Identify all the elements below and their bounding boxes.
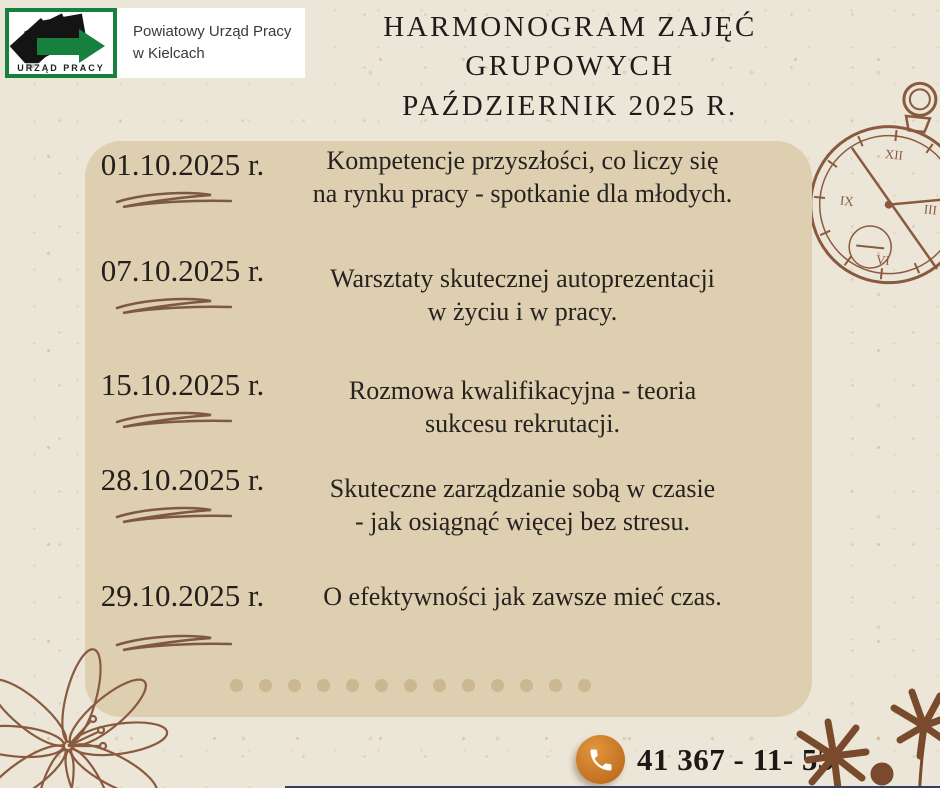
entry-date-column [85, 367, 280, 431]
svg-text:III: III [923, 201, 938, 218]
page-title [330, 8, 810, 126]
logo-emblem-label: URZĄD PRACY [9, 63, 113, 73]
page-title-line2: GRUPOWYCH [465, 50, 675, 83]
entry-description-line2: na rynku pracy - spotkanie dla młodych. [312, 179, 733, 208]
dot [230, 679, 243, 692]
dot [259, 679, 272, 692]
schedule-card [85, 141, 812, 717]
dot [404, 679, 417, 692]
underline-squiggle-icon [111, 502, 236, 526]
logo-bar [5, 8, 305, 78]
underline-squiggle-icon [111, 187, 236, 211]
svg-text:IX: IX [839, 192, 855, 209]
page-title-line3: PAŹDZIERNIK 2025 R. [402, 89, 738, 122]
entry-date-column [85, 253, 280, 317]
dot [549, 679, 562, 692]
entry-date: 15.10.2025 r. [100, 367, 265, 402]
organization-name-line2: w Kielcach [133, 45, 205, 62]
organization-name [133, 21, 291, 65]
flower-sketch-icon [754, 656, 940, 788]
entry-description-line1: Kompetencje przyszłości, co liczy się [326, 146, 719, 175]
entry-description-line1: Rozmowa kwalifikacyjna - teoria [348, 376, 697, 405]
schedule-entry [85, 147, 812, 247]
dot [288, 679, 301, 692]
urzad-pracy-logo-icon [5, 8, 117, 78]
schedule-entry [85, 462, 812, 562]
entry-description-line2: - jak osiągnąć więcej bez stresu. [355, 507, 690, 536]
schedule-entry [85, 367, 812, 467]
entry-date: 01.10.2025 r. [100, 147, 265, 182]
dot [491, 679, 504, 692]
entry-date-column [85, 462, 280, 526]
entry-date: 28.10.2025 r. [100, 462, 265, 497]
entry-description [270, 144, 775, 210]
entry-description [270, 374, 775, 440]
flower-line-art-icon [0, 626, 192, 788]
schedule-entry [85, 578, 812, 678]
dot [462, 679, 475, 692]
entry-description [270, 472, 775, 538]
entry-description [270, 262, 775, 328]
dot [578, 679, 591, 692]
entry-description-line1: Warsztaty skutecznej autoprezentacji [330, 264, 715, 293]
dot [346, 679, 359, 692]
svg-text:XII: XII [884, 146, 904, 163]
phone-number: 41 367 - 11- 53 [637, 741, 834, 777]
dot [375, 679, 388, 692]
entry-description-line1: O efektywności jak zawsze mieć czas. [323, 582, 722, 611]
entry-description-line2: sukcesu rekrutacji. [425, 409, 620, 438]
entry-date: 29.10.2025 r. [100, 578, 265, 613]
entry-date: 07.10.2025 r. [100, 253, 265, 288]
entry-description-line2: w życiu i w pracy. [427, 297, 618, 326]
entry-date-column [85, 147, 280, 211]
underline-squiggle-icon [111, 293, 236, 317]
page-title-line1: HARMONOGRAM ZAJĘĆ [383, 11, 757, 43]
logo-arrow-icon [79, 29, 105, 63]
dot [433, 679, 446, 692]
entry-description [270, 580, 775, 613]
logo-arrow-icon [37, 38, 79, 55]
dot [317, 679, 330, 692]
entry-description-line1: Skuteczne zarządzanie sobą w czasie [329, 474, 716, 503]
schedule-entry [85, 253, 812, 353]
underline-squiggle-icon [111, 407, 236, 431]
organization-name-line1: Powiatowy Urząd Pracy [133, 23, 292, 41]
phone-icon [576, 735, 625, 784]
dot [520, 679, 533, 692]
dotted-divider [230, 679, 591, 692]
svg-text:VI: VI [875, 251, 891, 269]
